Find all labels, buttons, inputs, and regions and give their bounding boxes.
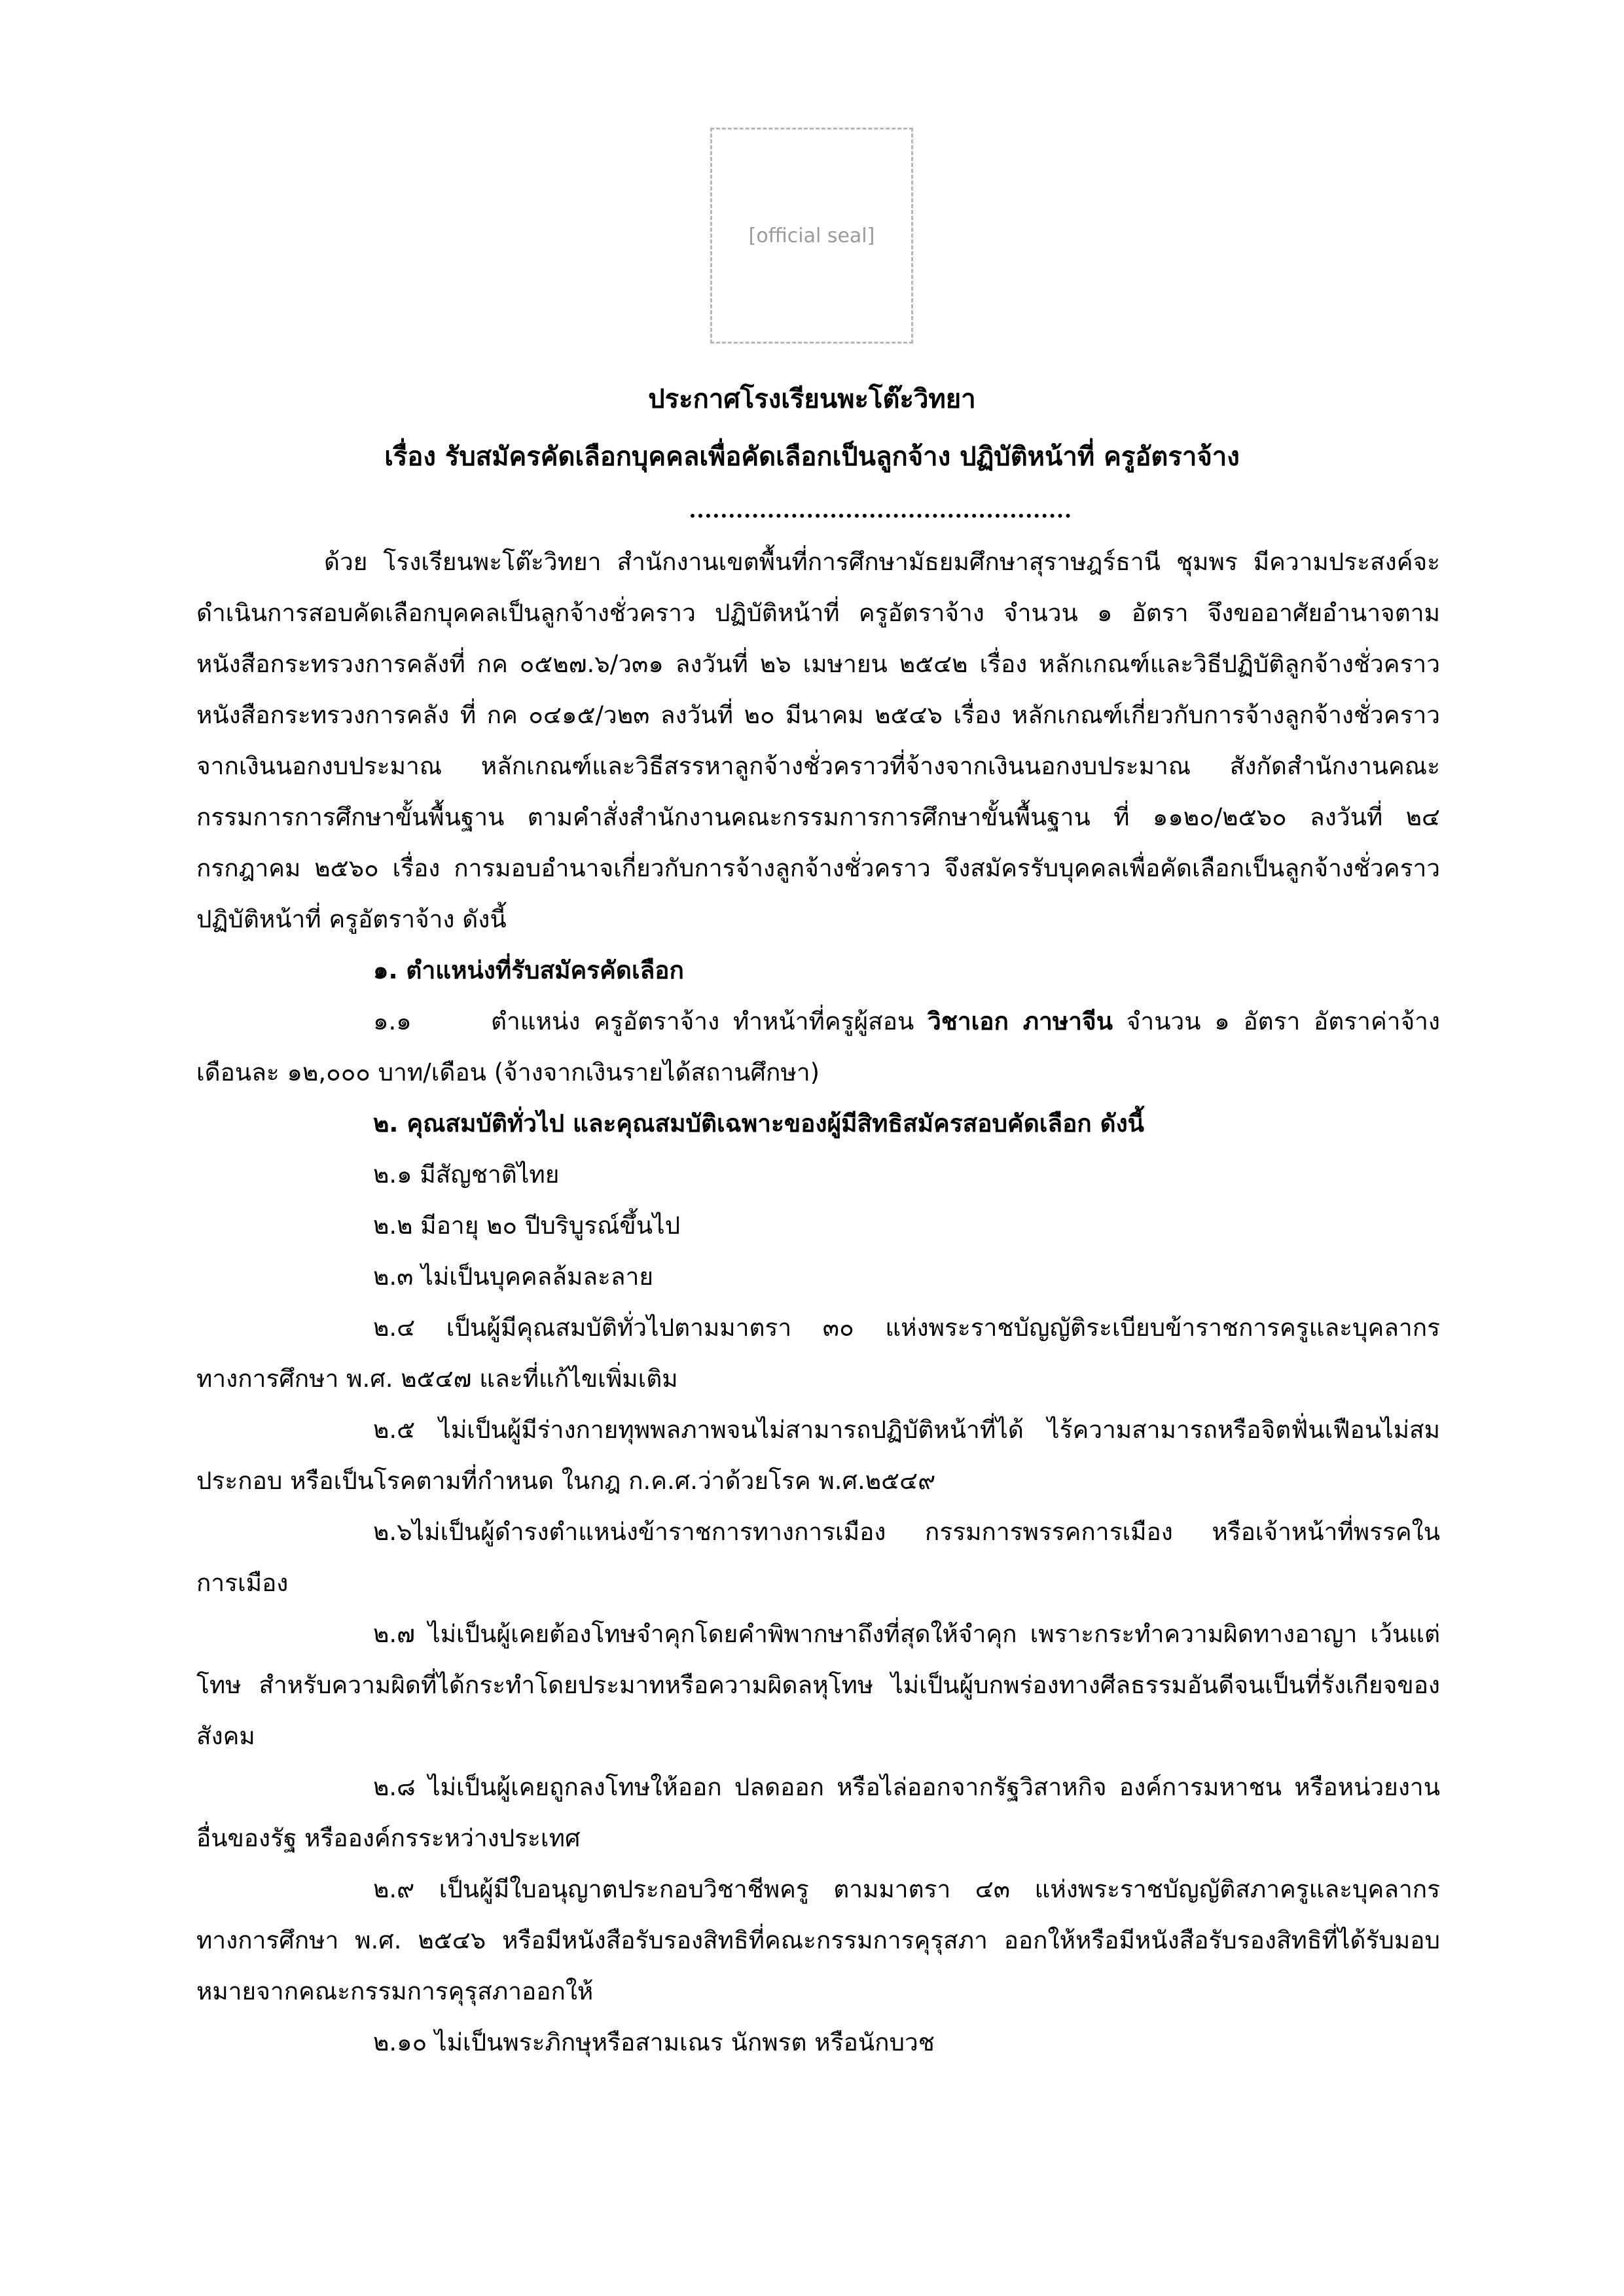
item-subject: วิชาเอก ภาษาจีน — [927, 1007, 1113, 1035]
qualification-item: ๒.๑ มีสัญชาติไทย — [373, 1160, 560, 1189]
seal-placeholder: [official seal] — [710, 128, 913, 344]
item-number: ๑.๑ — [373, 1007, 412, 1035]
qualification-item: ๒.๓ ไม่เป็นบุคคลล้มละลาย — [373, 1263, 654, 1291]
qualification-item: ๒.๕ ไม่เป็นผู้มีร่างกายทุพพลภาพจนไม่สามารถปฏิบัติหน้าที่ได้ ไร้ความสามารถหรือจิตฟั่นเฟือนไม่สมประกอบ หรือเป็นโรคตามที่กำหนด ในกฎ ก.ค.ศ.ว่าด้วยโรค พ.ศ.๒๕๔๙ — [196, 1416, 1440, 1495]
section-1-heading: ๑. ตำแหน่งที่รับสมัครคัดเลือก — [373, 956, 684, 984]
dotted-divider — [691, 514, 1070, 518]
qualification-item: ๒.๖ไม่เป็นผู้ดำรงตำแหน่งข้าราชการทางการเมือง กรรมการพรรคการเมือง หรือเจ้าหน้าที่พรรคในการเมือง — [196, 1518, 1440, 1597]
qualification-item: ๒.๒ มีอายุ ๒๐ ปีบริบูรณ์ขึ้นไป — [373, 1211, 681, 1240]
intro-paragraph: ด้วย โรงเรียนพะโต๊ะวิทยา สำนักงานเขตพื้นที่การศึกษามัธยมศึกษาสุราษฎร์ธานี ชุมพร มีความประสงค์จะดำเนินการสอบคัดเลือกบุคคลเป็นลูกจ้างชั่วคราว ปฏิบัติหน้าที่ ครูอัตราจ้าง จำนวน ๑ อัตรา จึงขออาศัยอำนาจตามหนังสือกระทรวงการคลังที่ กค ๐๕๒๗.๖/ว๓๑ ลงวันที่ ๒๖ เมษายน ๒๕๔๒ เรื่อง หลักเกณฑ์และวิธีปฏิบัติลูกจ้างชั่วคราว หนังสือกระทรวงการคลัง ที่ กค ๐๔๑๕/ว๒๓ ลงวันที่ ๒๐ มีนาคม ๒๕๔๖ เรื่อง หลักเกณฑ์เกี่ยวกับการจ้างลูกจ้างชั่วคราวจากเงินนอกงบประมาณ หลักเกณฑ์และวิธีสรรหาลูกจ้างชั่วคราวที่จ้างจากเงินนอกงบประมาณ สังกัดสำนักงานคณะกรรมการการศึกษาขั้นพื้นฐาน ตามคำสั่งสำนักงานคณะกรรมการการศึกษาขั้นพื้นฐาน ที่ ๑๑๒๐/๒๕๖๐ ลงวันที่ ๒๔ กรกฎาคม ๒๕๖๐ เรื่อง การมอบอำนาจเกี่ยวกับการจ้างลูกจ้างชั่วคราว จึงสมัครรับบุคคลเพื่อคัดเลือกเป็นลูกจ้างชั่วคราว ปฏิบัติหน้าที่ ครูอัตราจ้าง ดังนี้ — [196, 548, 1440, 933]
section-1-item — [196, 996, 1440, 1098]
section-2-heading: ๒. คุณสมบัติทั่วไป และคุณสมบัติเฉพาะของผู้มีสิทธิสมัครสอบคัดเลือก ดังนี้ — [373, 1109, 1144, 1138]
qualification-item: ๒.๘ ไม่เป็นผู้เคยถูกลงโทษให้ออก ปลดออก หรือไล่ออกจากรัฐวิสาหกิจ องค์การมหาชน หรือหน่วยงานอื่นของรัฐ หรือองค์กรระหว่างประเทศ — [196, 1773, 1440, 1852]
qualification-item: ๒.๙ เป็นผู้มีใบอนุญาตประกอบวิชาชีพครู ตามมาตรา ๔๓ แห่งพระราชบัญญัติสภาครูและบุคลากรทางการศึกษา พ.ศ. ๒๕๔๖ หรือมีหนังสือรับรองสิทธิที่คณะกรรมการคุรุสภา ออกให้หรือมีหนังสือรับรองสิทธิที่ได้รับมอบหมายจากคณะกรรมการคุรุสภาออกให้ — [196, 1875, 1440, 2005]
announcement-title: ประกาศโรงเรียนพะโต๊ะวิทยา — [648, 384, 976, 414]
qualification-item: ๒.๔ เป็นผู้มีคุณสมบัติทั่วไปตามมาตรา ๓๐ แห่งพระราชบัญญัติระเบียบข้าราชการครูและบุคลากรทางการศึกษา พ.ศ. ๒๕๔๗ และที่แก้ไขเพิ่มเติม — [196, 1314, 1440, 1393]
item-text-after: จำนวน ๑ อัตรา อัตราค่าจ้างเดือนละ ๑๒,๐๐๐ บาท/เดือน (จ้างจากเงินรายได้สถานศึกษา) — [196, 1007, 1440, 1086]
document-body — [196, 537, 1440, 2068]
item-text-before: ตำแหน่ง ครูอัตราจ้าง ทำหน้าที่ครูผู้สอน — [491, 1007, 928, 1035]
announcement-subject: เรื่อง รับสมัครคัดเลือกบุคคลเพื่อคัดเลือกเป็นลูกจ้าง ปฏิบัติหน้าที่ ครูอัตราจ้าง — [384, 442, 1240, 472]
qualification-item: ๒.๗ ไม่เป็นผู้เคยต้องโทษจำคุกโดยคำพิพากษาถึงที่สุดให้จำคุก เพราะกระทำความผิดทางอาญา เว้นแต่โทษ สำหรับความผิดที่ได้กระทำโดยประมาทหรือความผิดลหุโทษ ไม่เป็นผู้บกพร่องทางศีลธรรมอันดีจนเป็นที่รังเกียจของสังคม — [196, 1620, 1440, 1750]
qualification-item: ๒.๑๐ ไม่เป็นพระภิกษุหรือสามเณร นักพรต หรือนักบวช — [373, 2028, 935, 2056]
